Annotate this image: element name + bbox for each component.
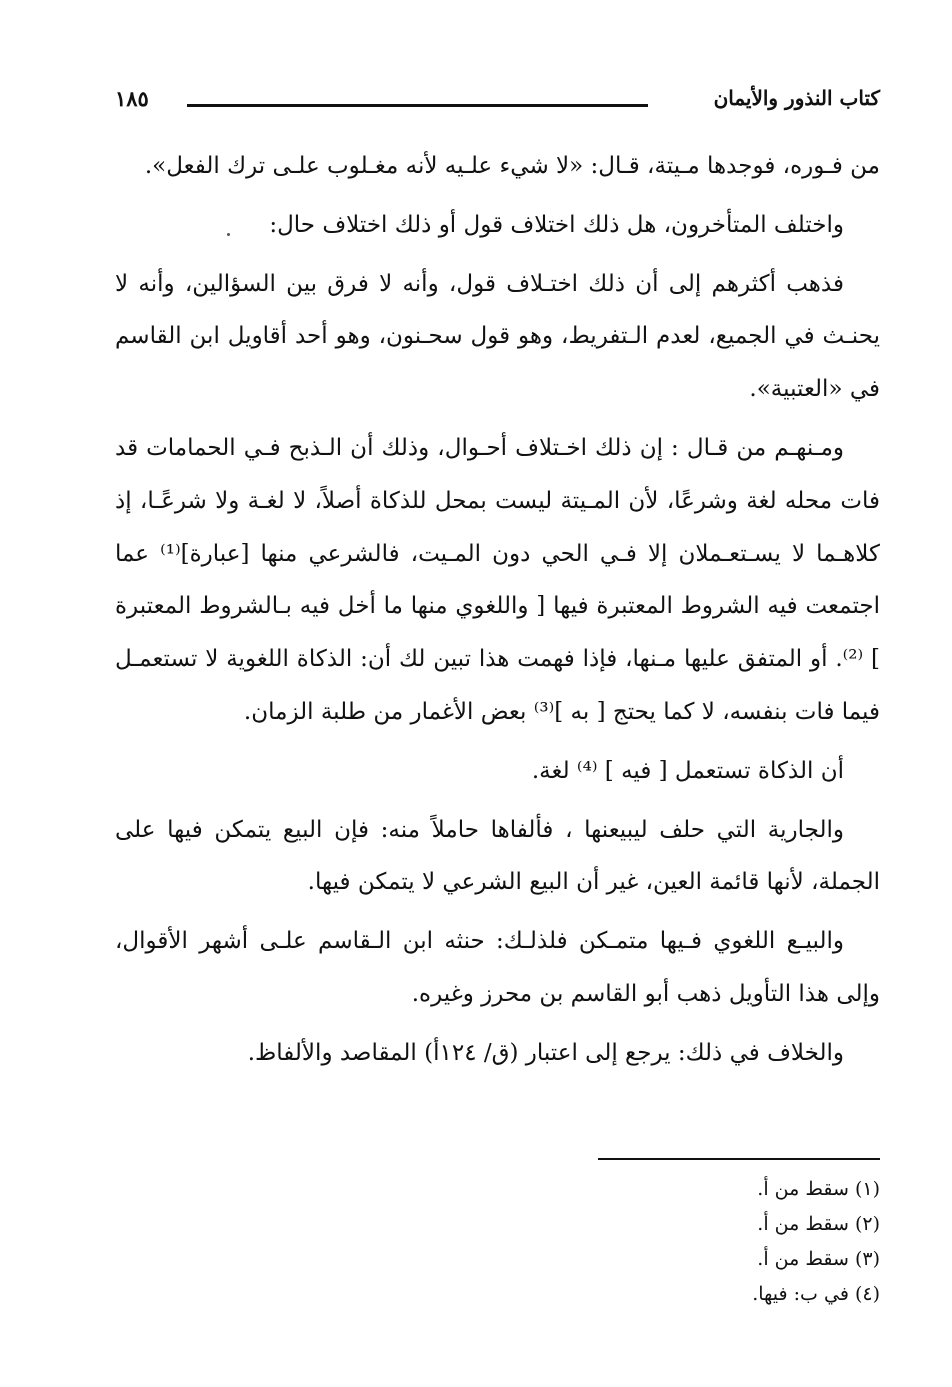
footnote: (٣) سقط من أ. xyxy=(757,1248,880,1270)
paragraph: أن الذكاة تستعمل [ فيه ] ⁽⁴⁾ لغة. xyxy=(531,757,844,784)
paragraph: ومـنهـم من قـال : إن ذلك اخـتلاف أحـوال، وذلك أن الـذبح فـي الحمامات قد فات محله لغة وشرعًا، لأن المـيتة ليست بمحل للذكاة أصلاً، لا لغـة ولا شرعًـا، إذ كلاهـما لا يسـتعـملان إلا فـي الحي دون المـيت، فالشرعي منها [عبارة]⁽¹⁾ عما اجتمعت فيه الشروط المعتبرة فيها [ واللغوي منها ما أخل فيه بـالشروط المعتبرة ] ⁽²⁾. أو المتفق عليها مـنها، فإذا فهمت هذا تبين لك أن: الذكاة اللغوية لا تستعمـل فيما فات بنفسه، لا كما يحتج [ به ]⁽³⁾ بعض الأغمار من طلبة الزمان. xyxy=(115,434,880,725)
footnote: (٢) سقط من أ. xyxy=(757,1213,880,1235)
paragraph: واختلف المتأخرون، هل ذلك اختلاف قول أو ذلك اختلاف حال: xyxy=(269,211,844,238)
page-number: ١٨٥ xyxy=(115,86,149,111)
paragraph: والخلاف في ذلك: يرجع إلى اعتبار (ق/ ١٢٤أ) المقاصد والألفاظ. xyxy=(247,1039,844,1066)
header-title: كتاب النذور والأيمان xyxy=(713,86,880,110)
footnote-separator xyxy=(598,1158,880,1160)
footnote: (١) سقط من أ. xyxy=(757,1178,880,1200)
scan-speck xyxy=(227,233,230,236)
paragraph: والجارية التي حلف ليبيعنها ، فألفاها حاملاً منه: فإن البيع يتمكن فيها على الجملة، لأنها قائمة العين، غير أن البيع الشرعي لا يتمكن فيها. xyxy=(115,816,880,896)
paragraph: والبيـع اللغوي فـيها متمـكن فلذلـك: حنثه ابن الـقاسم علـى أشهر الأقوال، وإلى هذا التأويل ذهب أبو القاسم بن محرز وغيره. xyxy=(115,928,880,1007)
running-header xyxy=(115,86,880,122)
body-text xyxy=(115,140,880,1086)
header-rule xyxy=(187,104,648,107)
footnotes xyxy=(115,1172,880,1312)
paragraph: فذهب أكثرهم إلى أن ذلك اختـلاف قول، وأنه لا فرق بين السؤالين، وأنه لا يحنـث في الجميع، لعدم الـتفريط، وهو قول سحـنون، وهو أحد أقاويل ابن القاسم في «العتبية». xyxy=(115,270,880,403)
footnote: (٤) في ب: فيها. xyxy=(752,1283,880,1305)
paragraph: من فـوره، فوجدها مـيتة، قـال: «لا شيء علـيه لأنه مغـلوب علـى ترك الفعل». xyxy=(144,153,880,179)
